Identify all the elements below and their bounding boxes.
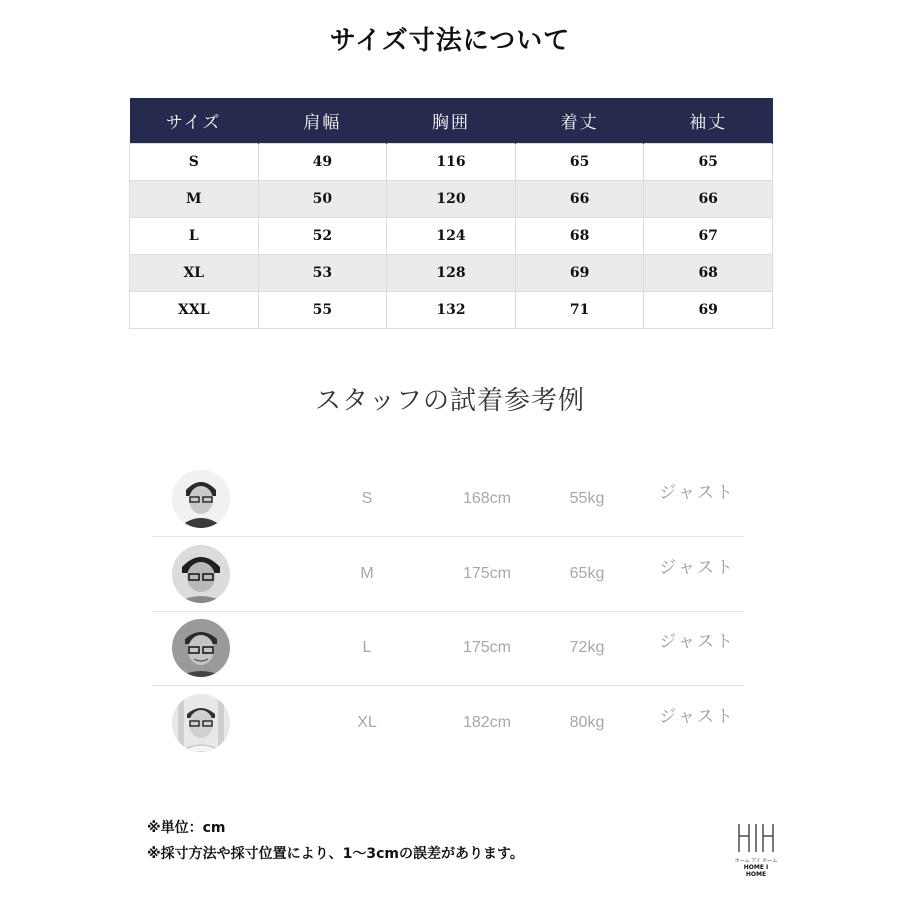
cell-sleeve: 65 bbox=[644, 144, 773, 181]
staff-fit: ジャスト bbox=[659, 558, 735, 578]
cell-size: M bbox=[130, 181, 259, 218]
staff-fit: ジャスト bbox=[659, 483, 735, 503]
cell-chest: 132 bbox=[387, 292, 516, 329]
cell-size: S bbox=[130, 144, 259, 181]
staff-weight: 65kg bbox=[569, 565, 605, 582]
staff-fit: ジャスト bbox=[659, 707, 735, 727]
cell-shoulder: 53 bbox=[258, 255, 387, 292]
cell-length: 65 bbox=[515, 144, 644, 181]
table-row bbox=[130, 181, 773, 218]
cell-size: L bbox=[130, 218, 259, 255]
cell-shoulder: 50 bbox=[258, 181, 387, 218]
staff-avatar bbox=[172, 694, 230, 752]
staff-avatar bbox=[172, 545, 230, 603]
cell-shoulder: 52 bbox=[258, 218, 387, 255]
cell-chest: 120 bbox=[387, 181, 516, 218]
staff-row bbox=[152, 686, 744, 760]
cell-length: 68 bbox=[515, 218, 644, 255]
header-shoulder: 肩幅 bbox=[258, 98, 387, 144]
staff-size: M bbox=[360, 565, 374, 582]
staff-avatar bbox=[172, 470, 230, 528]
staff-height: 175cm bbox=[462, 565, 512, 582]
staff-row bbox=[152, 462, 744, 537]
logo-kana: ホーム アイ ホーム bbox=[734, 858, 778, 864]
cell-size: XXL bbox=[130, 292, 259, 329]
staff-row bbox=[152, 537, 744, 612]
staff-size: L bbox=[362, 639, 372, 656]
staff-weight: 55kg bbox=[569, 490, 605, 507]
cell-sleeve: 69 bbox=[644, 292, 773, 329]
cell-chest: 128 bbox=[387, 255, 516, 292]
header-sleeve: 袖丈 bbox=[644, 98, 773, 144]
cell-sleeve: 66 bbox=[644, 181, 773, 218]
brand-logo bbox=[733, 822, 779, 878]
staff-size: XL bbox=[357, 714, 377, 731]
staff-weight: 80kg bbox=[569, 714, 605, 731]
staff-avatar bbox=[172, 619, 230, 677]
cell-sleeve: 67 bbox=[644, 218, 773, 255]
cell-chest: 116 bbox=[387, 144, 516, 181]
note-error: ※採寸方法や採寸位置により、1～3cmの誤差があります。 bbox=[147, 846, 524, 862]
staff-row bbox=[152, 611, 744, 686]
table-row bbox=[130, 255, 773, 292]
logo-name: HOME I HOME bbox=[743, 864, 769, 878]
notes bbox=[147, 815, 524, 867]
header-chest: 胸囲 bbox=[387, 98, 516, 144]
cell-sleeve: 68 bbox=[644, 255, 773, 292]
cell-length: 66 bbox=[515, 181, 644, 218]
staff-height: 168cm bbox=[462, 490, 512, 507]
staff-weight: 72kg bbox=[569, 639, 605, 656]
note-unit: ※単位：cm bbox=[147, 820, 226, 836]
table-row bbox=[130, 144, 773, 181]
cell-size: XL bbox=[130, 255, 259, 292]
cell-shoulder: 55 bbox=[258, 292, 387, 329]
cell-chest: 124 bbox=[387, 218, 516, 255]
table-row bbox=[130, 292, 773, 329]
staff-height: 182cm bbox=[462, 714, 512, 731]
staff-size: S bbox=[361, 490, 373, 507]
brand-logo-mark-icon bbox=[733, 822, 779, 854]
cell-length: 71 bbox=[515, 292, 644, 329]
staff-height: 175cm bbox=[462, 639, 512, 656]
table-row bbox=[130, 218, 773, 255]
staff-section-title: スタッフの試着参考例 bbox=[314, 386, 585, 416]
staff-fit: ジャスト bbox=[659, 632, 735, 652]
header-size: サイズ bbox=[130, 98, 259, 144]
cell-shoulder: 49 bbox=[258, 144, 387, 181]
page-title: サイズ寸法について bbox=[329, 26, 571, 56]
cell-length: 69 bbox=[515, 255, 644, 292]
header-length: 着丈 bbox=[515, 98, 644, 144]
size-table-header-row bbox=[130, 98, 773, 144]
size-table bbox=[129, 98, 773, 329]
